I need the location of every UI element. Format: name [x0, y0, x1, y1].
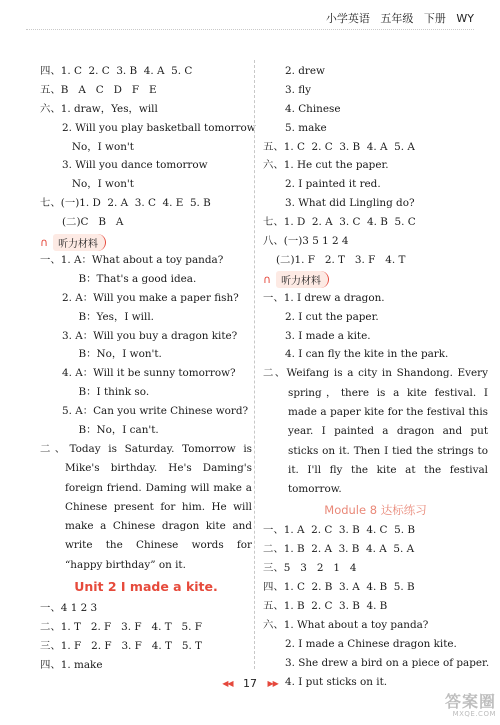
- answer-line: 2. I cut the paper.: [285, 310, 379, 323]
- answer-line: No，I won't: [62, 178, 134, 191]
- page-header: 小学英语 五年级 下册 WY: [325, 12, 474, 25]
- answer-line: 三、5 3 2 1 4: [263, 562, 357, 575]
- answer-line: B：I think so.: [62, 386, 150, 399]
- answer-line: 4. A：Will it be sunny tomorrow?: [62, 367, 236, 380]
- answer-line: 2. A：Will you make a paper fish?: [62, 291, 239, 304]
- answer-line: 六、1. He cut the paper.: [263, 159, 389, 172]
- module-title: Module 8 达标练习: [324, 503, 427, 518]
- answer-line: 三、1. F 2. F 3. F 4. T 5. T: [40, 639, 202, 652]
- watermark-logo: [426, 693, 496, 721]
- watermark-main: 答案圈: [444, 692, 496, 711]
- answer-line: 一、4 1 2 3: [40, 602, 98, 614]
- answer-line: B：No，I won't.: [62, 348, 162, 361]
- answer-line: No，I won't: [62, 140, 134, 153]
- headphones-icon: ∩: [263, 273, 272, 287]
- answer-line: 六、1. What about a toy panda?: [263, 618, 429, 631]
- left-column: [40, 62, 256, 675]
- listening-label-text: 听力材料: [276, 271, 329, 288]
- answer-line: 五、1. B 2. C 3. B 4. B: [263, 600, 388, 612]
- answer-line: 3. Will you dance tomorrow: [62, 159, 208, 172]
- answer-line: 六、1. draw，Yes，will: [40, 102, 158, 115]
- answer-line: 3. She drew a bird on a piece of paper.: [285, 656, 490, 669]
- answer-line: (二)C B A: [62, 216, 124, 229]
- answer-line: 一、1. A 2. C 3. B 4. C 5. B: [263, 524, 415, 537]
- answer-line: 2. drew: [285, 65, 325, 77]
- answer-line: 3. fly: [285, 83, 312, 96]
- answer-line: 五、B A C D F E: [40, 83, 157, 96]
- answer-line: 2. I made a Chinese dragon kite.: [285, 637, 457, 650]
- listening-material-label: [263, 272, 329, 288]
- unit-title: Unit 2 I made a kite.: [74, 579, 218, 594]
- answer-line: 3. A：Will you buy a dragon kite?: [62, 329, 238, 342]
- header-divider: [26, 29, 474, 30]
- answer-line: 二、1. T 2. F 3. F 4. T 5. F: [40, 620, 202, 633]
- page-footer: [0, 677, 500, 690]
- listening-label-text: 听力材料: [53, 234, 106, 251]
- answer-line: 四、1. C 2. C 3. B 4. A 5. C: [40, 65, 193, 77]
- answer-line: 3. I made a kite.: [285, 329, 371, 342]
- watermark-sub: MXQE.COM: [452, 710, 496, 718]
- answer-line: 4. I can fly the kite in the park.: [285, 348, 449, 361]
- listening-material-label: [40, 234, 106, 250]
- answer-line: 二、1. B 2. A 3. B 4. A 5. A: [263, 543, 415, 556]
- answer-line: 一、1. I drew a dragon.: [263, 291, 385, 304]
- answer-line: 2. Will you play basketball tomorrow: [62, 121, 256, 134]
- answer-line: 四、1. C 2. B 3. A 4. B 5. B: [263, 581, 415, 594]
- answer-line: 七、1. D 2. A 3. C 4. B 5. C: [263, 216, 416, 229]
- transcript-paragraph: 二、Today is Saturday. Tomorrow is Mike's birthday. He's Daming's foreign friend. Daming will make a Chinese present for him. He will make a Chinese dragon kite and write the Chinese words for “happy birthday” on it.: [40, 442, 252, 571]
- answer-line: 5. make: [285, 121, 327, 134]
- prev-page-icon[interactable]: ◀◀: [222, 679, 233, 688]
- answer-line: B：That's a good idea.: [62, 272, 197, 285]
- answer-line: 五、1. C 2. C 3. B 4. A 5. A: [263, 140, 415, 153]
- headphones-icon: ∩: [40, 235, 49, 249]
- answer-line: 八、(一)3 5 1 2 4: [263, 235, 349, 248]
- answer-line: 4. I put sticks on it.: [285, 675, 388, 688]
- transcript-paragraph: 二、Weifang is a city in Shandong. Every spring，there is a kite festival. I made a paper kite for the festival this year. I painted a dragon and put sticks on it. Then I tied the strings to it. I'll fly the kite at the festival tomorrow.: [263, 367, 488, 496]
- answer-line: B：Yes，I will.: [62, 310, 154, 323]
- answer-line: 四、1. make: [40, 658, 103, 671]
- next-page-icon[interactable]: ▶▶: [267, 679, 278, 688]
- answer-line: B：No，I can't.: [62, 424, 159, 437]
- answer-line: (二)1. F 2. T 3. F 4. T: [276, 253, 406, 266]
- answer-line: 2. I painted it red.: [285, 178, 381, 191]
- answer-line: 5. A：Can you write Chinese word?: [62, 405, 249, 418]
- answer-line: 七、(一)1. D 2. A 3. C 4. E 5. B: [40, 197, 211, 210]
- answer-line: 4. Chinese: [285, 102, 341, 115]
- answer-line: 3. What did Lingling do?: [285, 197, 415, 210]
- answer-line: 一、1. A：What about a toy panda?: [40, 254, 224, 267]
- right-column: [263, 62, 488, 691]
- column-divider: [254, 60, 255, 669]
- page-number: 17: [243, 677, 257, 690]
